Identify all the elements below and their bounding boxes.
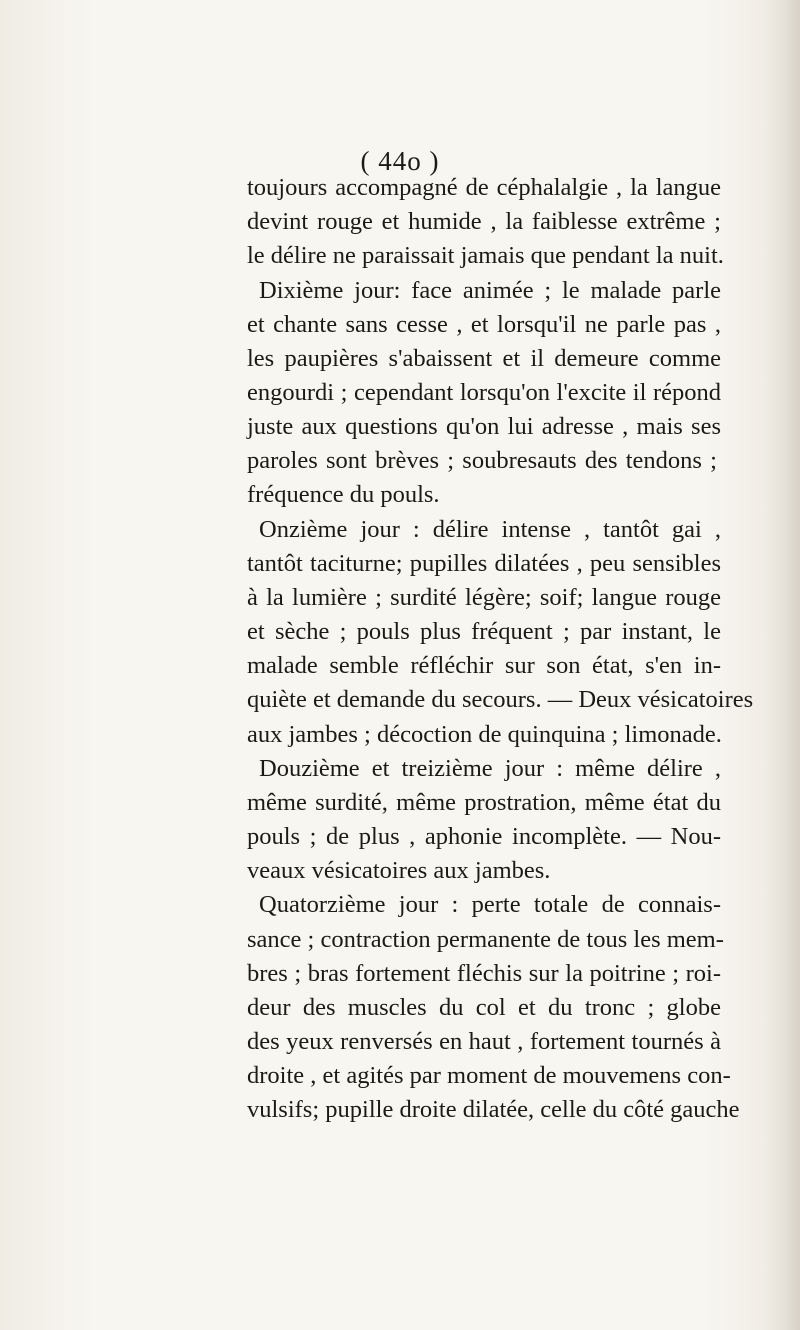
text-line: malade semble réfléchir sur son état, s'en in-: [247, 652, 721, 679]
text-line: droite , et agités par moment de mouvemens con-: [247, 1062, 731, 1089]
text-line: fréquence du pouls.: [247, 481, 440, 508]
text-line: Douzième et treizième jour : même délire ,: [259, 755, 721, 782]
text-line: et chante sans cesse , et lorsqu'il ne parle pas ,: [247, 311, 721, 338]
text-line: des yeux renversés en haut , fortement tournés à: [247, 1028, 721, 1055]
text-line: à la lumière ; surdité légère; soif; langue rouge: [247, 584, 721, 611]
text-line: vulsifs; pupille droite dilatée, celle du côté gauche: [247, 1096, 740, 1123]
text-line: paroles sont brèves ; soubresauts des tendons ;: [247, 447, 717, 474]
text-line: le délire ne paraissait jamais que pendant la nuit.: [247, 242, 724, 269]
text-line: Quatorzième jour : perte totale de connais-: [259, 891, 721, 918]
text-line: bres ; bras fortement fléchis sur la poitrine ; roi-: [247, 960, 721, 987]
text-line: Onzième jour : délire intense , tantôt gai ,: [259, 516, 721, 543]
text-line: Dixième jour: face animée ; le malade parle: [259, 277, 721, 304]
text-line: et sèche ; pouls plus fréquent ; par instant, le: [247, 618, 721, 645]
text-line: deur des muscles du col et du tronc ; globe: [247, 994, 721, 1021]
page-number: ( 44o ): [360, 146, 440, 176]
text-line: même surdité, même prostration, même état du: [247, 789, 721, 816]
text-line: engourdi ; cependant lorsqu'on l'excite il répond: [247, 379, 721, 406]
text-line: devint rouge et humide , la faiblesse extrême ;: [247, 208, 721, 235]
text-line: pouls ; de plus , aphonie incomplète. — Nou-: [247, 823, 721, 850]
text-line: juste aux questions qu'on lui adresse , mais ses: [247, 413, 721, 440]
text-line: aux jambes ; décoction de quinquina ; limonade.: [247, 721, 722, 748]
text-line: sance ; contraction permanente de tous les mem-: [247, 926, 724, 953]
text-line: toujours accompagné de céphalalgie , la langue: [247, 174, 721, 201]
text-line: les paupières s'abaissent et il demeure comme: [247, 345, 721, 372]
text-line: tantôt taciturne; pupilles dilatées , peu sensibles: [247, 550, 721, 577]
text-line: veaux vésicatoires aux jambes.: [247, 857, 551, 884]
text-line: quiète et demande du secours. — Deux vésicatoires: [247, 686, 754, 713]
